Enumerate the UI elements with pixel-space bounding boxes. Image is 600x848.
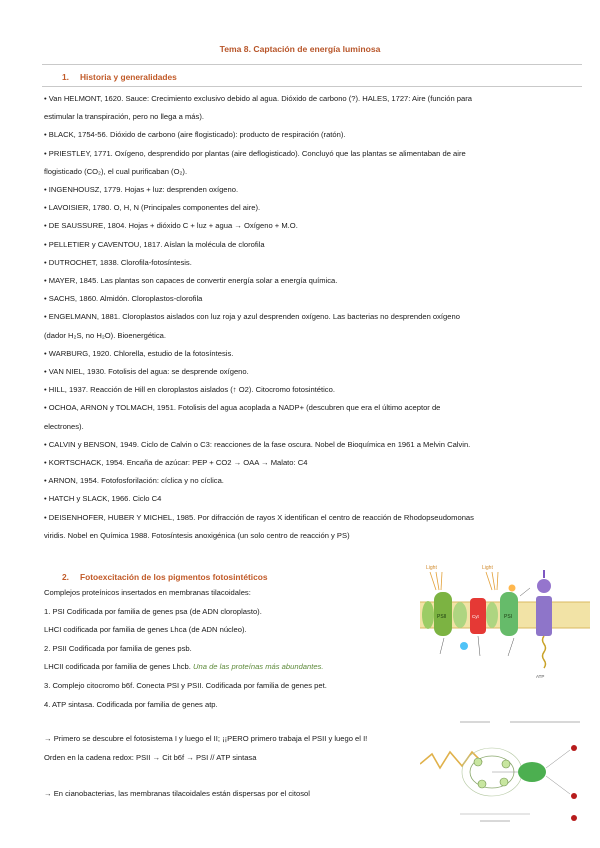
pigment-node [478,780,486,788]
history-line: estimular la transpiración, pero no llega a más). [44,112,204,122]
ferredoxin [509,585,516,592]
complex-line: LHCI codificada por familia de genes Lhca (de ADN núcleo). [44,625,247,635]
divider [42,64,582,65]
complex-line: Complejos proteínicos insertados en membranas tilacoidales: [44,588,251,597]
atp-synthase-head [537,579,551,593]
reaction-center [518,762,546,782]
pigment-node [474,758,482,766]
light-label: Light [426,565,437,571]
cyanobacteria-diagram [420,718,590,828]
history-line: • BLACK, 1754-56. Dióxido de carbono (aire flogisticado): producto de respiración (ratón). [44,130,346,140]
divider [42,86,582,87]
section-number: 1. [62,72,69,82]
history-line: • DUTROCHET, 1838. Clorofila-fotosíntesis. [44,257,192,267]
note-line: → En cianobacterias, las membranas tilacoidales están dispersas por el citosol [44,789,310,799]
history-line: • KORTSCHACK, 1954. Encaña de azúcar: PEP + CO2 → OAA → Malato: C4 [44,458,308,468]
history-line: flogisticado (CO₂), el cual purificaban (O₂). [44,166,188,176]
psii-label: PSII [437,614,447,620]
complex-line: 4. ATP sintasa. Codificada por familia de genes atp. [44,699,218,709]
history-line: • PELLETIER y CAVENTOU, 1817. Aíslan la molécula de clorofila [44,239,265,249]
document-title: Tema 8. Captación de energía luminosa [219,44,381,54]
section-heading-1 [62,72,177,82]
complex-line [44,658,384,677]
lhc-antenna [486,602,498,628]
history-line: • MAYER, 1845. Las plantas son capaces de convertir energía solar a energía química. [44,276,338,286]
history-line: (dador H₂S, no H₂O). Bioenergética. [44,330,166,340]
psi-label: PSI [504,614,513,620]
note-line: → Primero se descubre el fotosistema I y luego el II; ¡¡PERO primero trabaja el PSII y luego el I! [44,734,368,743]
history-line: • LAVOISIER, 1780. O, H, N (Principales componentes del aire). [44,203,261,213]
history-line: • SACHS, 1860. Almidón. Cloroplastos-clorofila [44,294,203,304]
complex-line: 3. Complejo citocromo b6f. Conecta PSI y PSII. Codificada por familia de genes pet. [44,680,327,690]
section-title: Fotoexcitación de los pigmentos fotosintéticos [80,572,268,582]
history-line: • VAN NIEL, 1930. Fotolisis del agua: se desprende oxígeno. [44,367,249,377]
complex-text: LHCII codificada por familia de genes Lhcb. [44,662,191,672]
notes-list [44,730,444,804]
cyt-label: Cyt [472,614,479,619]
history-list [44,90,554,545]
history-line: • ENGELMANN, 1881. Cloroplastos aislados con luz roja y azul desprenden oxígeno. Las bacterias no desprenden oxígeno [44,312,460,322]
spacer [44,767,444,785]
atp-synthase-stalk [543,636,546,668]
light-energy-icon [420,752,482,768]
history-line: electrones). [44,421,84,431]
history-line: • INGENHOUSZ, 1779. Hojas + luz: desprenden oxígeno. [44,185,239,195]
complex-line: 2. PSII Codificada por familia de genes psb. [44,643,192,653]
history-line: • HILL, 1937. Reacción de Hill en cloroplastos aislados (↑ O2). Citocromo fotosintético. [44,385,335,395]
history-line: • WARBURG, 1920. Chlorella, estudio de la fotosíntesis. [44,348,234,358]
history-line: • PRIESTLEY, 1771. Oxígeno, desprendido por plantas (aire deflogisticado). Concluyó que las plantas se alimentaban de aire [44,148,466,158]
lhc-antenna [422,601,434,629]
history-line: • ARNON, 1954. Fotofosforilación: cíclica y no cíclica. [44,476,224,486]
output-dot [571,793,577,799]
history-line: viridis. Nobel en Química 1988. Fotosíntesis anoxigénica (un solo centro de reacción y PS) [44,530,350,540]
history-line: • DE SAUSSURE, 1804. Hojas + dióxido C + luz + agua → Oxígeno + M.O. [44,221,298,231]
output-dot [571,815,577,821]
history-line: • DEISENHOFER, HUBER Y MICHEL, 1985. Por difracción de rayos X identifican el centro de reacción de Rhodopseudomonas [44,512,474,522]
plastocyanin [460,642,468,650]
history-line: • OCHOA, ARNON y TOLMACH, 1951. Fotolisis del agua acoplada a NADP+ (descubren que era el último aceptor de [44,403,441,413]
pigment-node [502,760,510,768]
atp-synthase [536,596,552,636]
highlight-note: Una de las proteínas más abundantes. [193,662,324,672]
light-rays-icon [430,572,498,590]
history-line: • Van HELMONT, 1620. Sauce: Crecimiento exclusivo debido al agua. Dióxido de carbono (?). HALES, 1727: Aire (función para [44,94,472,103]
pigment-node [500,778,508,786]
output-dot [571,745,577,751]
note-line: Orden en la cadena redox: PSII → Cit b6f → PSI // ATP sintasa [44,752,257,762]
atp-label: ATP [536,674,545,679]
section-number: 2. [62,572,69,582]
light-label: Light [482,565,493,571]
thylakoid-membrane-diagram [420,560,590,680]
history-line: • HATCH y SLACK, 1966. Ciclo C4 [44,494,162,504]
complexes-list [44,584,384,714]
section-title: Historia y generalidades [80,72,177,82]
section-heading-2 [62,572,268,582]
complex-line: 1. PSI Codificada por familia de genes psa (de ADN cloroplasto). [44,606,262,616]
history-line: • CALVIN y BENSON, 1949. Ciclo de Calvin o C3: reacciones de la fase oscura. Nobel de Bioquímica en 1961 a Melvin Calvin. [44,439,471,449]
lhc-antenna [453,602,467,628]
